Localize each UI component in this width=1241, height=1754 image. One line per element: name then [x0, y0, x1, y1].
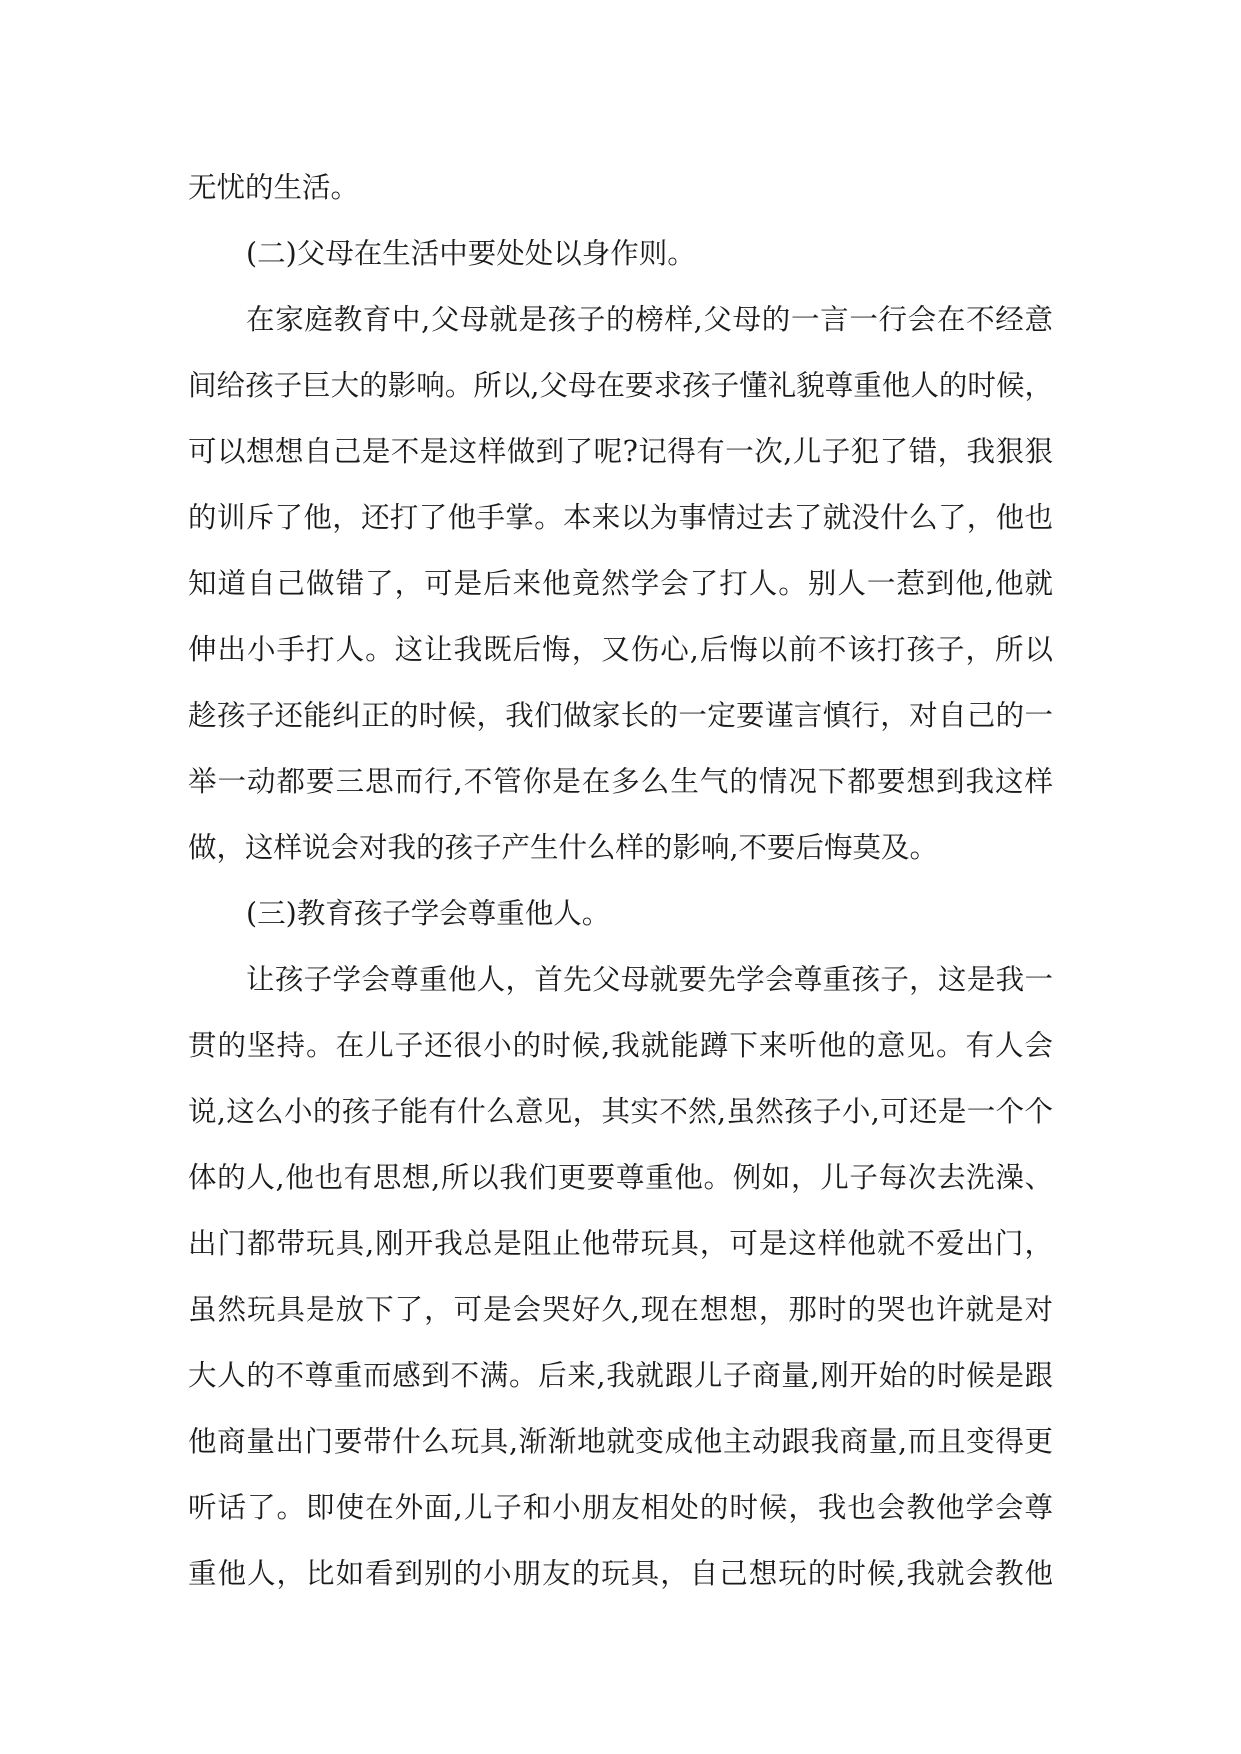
text-line: 他商量出门要带什么玩具,渐渐地就变成他主动跟我商量,而且变得更	[188, 1425, 1053, 1458]
section-heading-three: (三)教育孩子学会尊重他人。	[246, 897, 611, 930]
text-line: 在家庭教育中,父母就是孩子的榜样,父母的一言一行会在不经意	[246, 303, 1053, 336]
text-line: 无忧的生活。	[188, 171, 360, 204]
text-line: 可以想想自己是不是这样做到了呢?记得有一次,儿子犯了错，我狠狠	[188, 435, 1053, 468]
text-line: 大人的不尊重而感到不满。后来,我就跟儿子商量,刚开始的时候是跟	[188, 1359, 1053, 1392]
text-line: 间给孩子巨大的影响。所以,父母在要求孩子懂礼貌尊重他人的时候，	[188, 369, 1053, 402]
text-line: 听话了。即使在外面,儿子和小朋友相处的时候，我也会教他学会尊	[188, 1491, 1053, 1524]
body-text	[188, 155, 1053, 1607]
text-line: 说,这么小的孩子能有什么意见，其实不然,虽然孩子小,可还是一个个	[188, 1095, 1053, 1128]
text-line: 重他人，比如看到别的小朋友的玩具，自己想玩的时候,我就会教他	[188, 1557, 1053, 1590]
text-line: 举一动都要三思而行,不管你是在多么生气的情况下都要想到我这样	[188, 765, 1053, 798]
text-line: 趁孩子还能纠正的时候，我们做家长的一定要谨言慎行，对自己的一	[188, 699, 1053, 732]
text-line: 的训斥了他，还打了他手掌。本来以为事情过去了就没什么了，他也	[188, 501, 1053, 534]
text-line: 出门都带玩具,刚开我总是阻止他带玩具，可是这样他就不爱出门，	[188, 1227, 1053, 1260]
section-heading-two: (二)父母在生活中要处处以身作则。	[246, 237, 696, 270]
text-line: 体的人,他也有思想,所以我们更要尊重他。例如，儿子每次去洗澡、	[188, 1161, 1053, 1194]
text-line: 虽然玩具是放下了，可是会哭好久,现在想想，那时的哭也许就是对	[188, 1293, 1053, 1326]
text-line: 贯的坚持。在儿子还很小的时候,我就能蹲下来听他的意见。有人会	[188, 1029, 1053, 1062]
text-line: 让孩子学会尊重他人，首先父母就要先学会尊重孩子，这是我一	[246, 963, 1053, 996]
text-line: 做，这样说会对我的孩子产生什么样的影响,不要后悔莫及。	[188, 831, 939, 864]
text-line: 知道自己做错了，可是后来他竟然学会了打人。别人一惹到他,他就	[188, 567, 1053, 600]
text-line: 伸出小手打人。这让我既后悔，又伤心,后悔以前不该打孩子，所以	[188, 633, 1053, 666]
